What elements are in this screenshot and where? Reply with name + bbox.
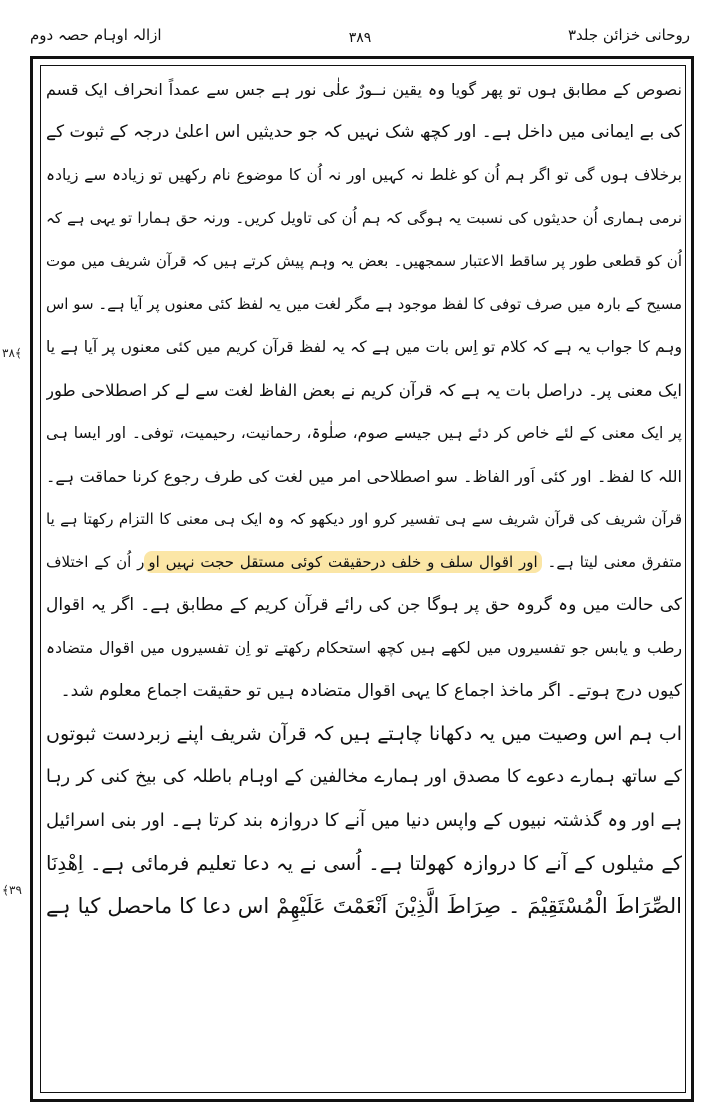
- text-line-2: کی بے ایمانی میں داخل ہے۔ اور کچھ شک نہیں کہ جو حدیثیں اس اعلیٰ درجہ کے ثبوت کے: [46, 122, 682, 142]
- page-number: ۳۸۹: [348, 30, 372, 46]
- margin-note-39: ﴾۳۹: [2, 883, 22, 897]
- section-title: ازالہ اوہام حصہ دوم: [30, 26, 162, 44]
- text-line-6: مسیح کے بارہ میں صرف توفی کا لفظ موجود ہے مگر لغت میں یہ لفظ کئی معنوں پر آیا ہے۔ سو اس: [46, 295, 682, 313]
- text-line-16: اب ہم اس وصیت میں یہ دکھانا چاہتے ہیں کہ قرآن شریف اپنے زبردست ثبوتوں: [46, 723, 682, 745]
- body-text: [46, 68, 682, 928]
- text-line-18: ہے اور وہ گذشتہ نبیوں کے واپس دنیا میں آنے کا دروازہ بند کرتا ہے۔ اور بنی اسرائیل: [46, 810, 682, 831]
- text-line-19: کے مثیلوں کے آنے کا دروازہ کھولتا ہے۔ اُسی نے یہ دعا تعلیم فرمائی ہے۔ اِهْدِنَا: [46, 852, 682, 875]
- text-line-3: برخلاف ہوں گی تو اگر ہم اُن کو غلط نہ کہیں اور نہ اُن کا موضوع نام رکھیں تو زیادہ سے زیادہ: [46, 166, 682, 184]
- book-title: روحانی خزائن جلد۳: [567, 26, 690, 44]
- text-line-4: نرمی ہماری اُن حدیثوں کی نسبت یہ ہوگی کہ ہم اُن کی تاویل کریں۔ ورنہ حق ہمارا تو یہی ہے کہ: [46, 209, 682, 227]
- text-line-12-start: متفرق معنی لیتا ہے۔: [541, 553, 682, 571]
- text-line-5: اُن کو قطعی طور پر ساقط الاعتبار سمجھیں۔ بعض یہ وہم پیش کرتے ہیں کہ قرآن شریف میں موت: [46, 252, 682, 270]
- text-line-9: پر ایک معنی کے لئے خاص کر دئے ہیں جیسے صوم، صلٰوۃ، رحمانیت، رحیمیت، توفی۔ اور ایسا ہی: [46, 424, 682, 442]
- text-line-12-end: ر اُن کے اختلاف: [46, 553, 145, 571]
- text-line-20: الصِّرَاطَ الْمُسْتَقِيْمَ ۔ صِرَاطَ الَّذِيْنَ اَنْعَمْتَ عَلَيْهِمْ اس دعا کا ماحصل کیا ہے: [46, 894, 682, 918]
- highlighted-passage: اور اقوال سلف و خلف درحقیقت کوئی مستقل حجت نہیں او: [144, 551, 541, 573]
- text-line-8: ایک معنی پر۔ دراصل بات یہ ہے کہ قرآن کریم نے بعض الفاظ لغت سے لے کر اصطلاحی طور: [46, 381, 682, 400]
- page-header: [30, 22, 690, 54]
- text-line-14: رطب و یابس جو تفسیروں میں لکھے ہیں کچھ استحکام رکھتے تو اِن تفسیروں میں اقوال متضادہ: [46, 639, 682, 657]
- text-line-1: نصوص کے مطابق ہوں تو پھر گویا وہ یقین نــورٌ علٰی نور ہے جس سے عمداً انحراف ایک قسم: [46, 80, 682, 99]
- text-line-7: وہم کا جواب یہ ہے کہ کلام تو اِس بات میں ہے کہ یہ لفظ قرآن کریم میں کئی معنوں پر آیا ہے یا: [46, 338, 682, 356]
- text-line-12: [46, 541, 682, 584]
- text-line-10: اللہ کا لفظ۔ اور کئی اَور الفاظ۔ سو اصطلاحی امر میں لغت کی طرف رجوع کرنا حماقت ہے۔: [46, 467, 682, 486]
- text-line-17: کے ساتھ ہمارے دعوے کا مصدق اور ہمارے مخالفین کے اوہام باطلہ کی بیخ کنی کر رہا: [46, 767, 682, 787]
- text-line-13: کی حالت میں وہ گروہ حق پر ہوگا جن کی رائے قرآن کریم کے مطابق ہے۔ اگر یہ اقوال: [46, 595, 682, 615]
- text-line-11: قرآن شریف کی قرآن شریف سے ہی تفسیر کرو اور دیکھو کہ وہ ایک ہی معنی کا التزام رکھتا ہے یا: [46, 510, 682, 528]
- text-line-15: کیوں درج ہوتے۔ اگر ماخذ اجماع کا یہی اقوال متضادہ ہیں تو حقیقت اجماع معلوم شد۔: [60, 681, 682, 701]
- margin-note-38: ۳۸﴾: [2, 346, 22, 360]
